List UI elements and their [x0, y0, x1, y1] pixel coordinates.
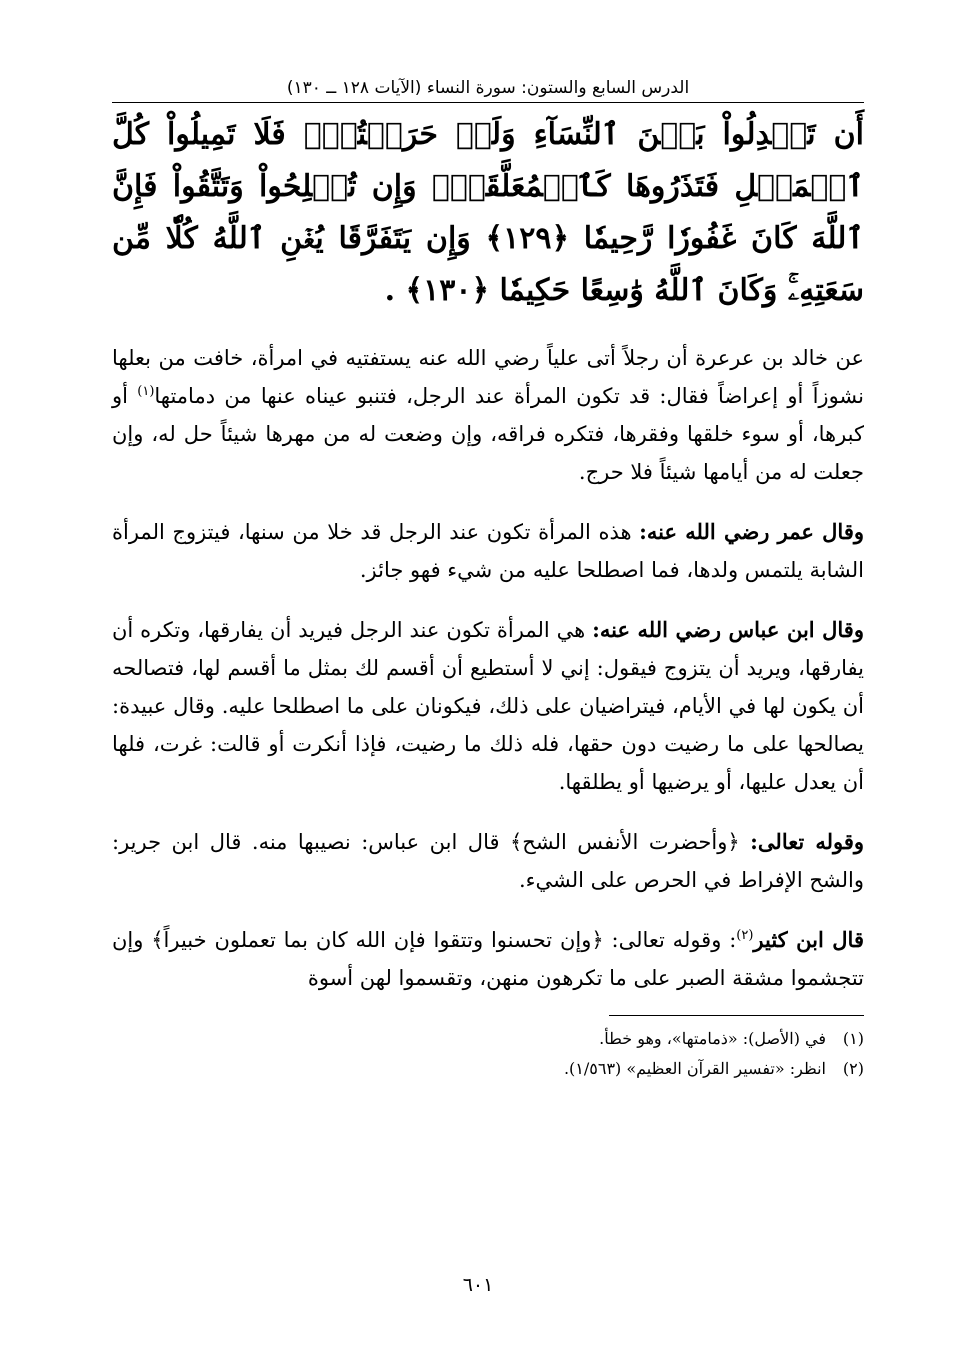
- page-number: ٦٠١: [462, 1274, 494, 1296]
- paragraph-ibn-abbas: [112, 611, 864, 801]
- paragraph-verse-comment: [112, 823, 864, 899]
- paragraph-lead: وقوله تعالى:: [750, 829, 865, 854]
- paragraph-text: هذه المرأة تكون عند الرجل قد خلا من سنها، فيتزوج المرأة الشابة يلتمس ولدها، فما اصطلحا عليه من شيء فهو جائز.: [112, 520, 864, 582]
- footnote-text: في (الأصل): «ذمامتها»، وهو خطأ.: [599, 1029, 826, 1048]
- footnote-marker-1: (١): [137, 384, 155, 399]
- footnote-1: [112, 1024, 864, 1054]
- paragraph-text: هي المرأة تكون عند الرجل فيريد أن يفارقها، وتكره أن يفارقها، ويريد أن يتزوج فيقول: إني لا أستطيع أن أقسم لك بمثل ما أقسم لها، فتصالحه أن يكون لها في الأيام، فيتراضيان على ذلك، فيكونان على ما اصطلحا عليه. وقال عبيدة: يصالحها على ما رضيت دون حقها، فله ذلك ما رضيت، فإذا أنكرت أو قالت: غرت، فلها أن يعدل عليها، أو يرضيها أو يطلقها.: [112, 618, 865, 794]
- footnote-separator: [609, 1015, 864, 1016]
- quran-verse: أَن تَعۡدِلُواْ بَيۡنَ ٱلنِّسَآءِ وَلَوۡ حَرَصۡتُمۡۖ فَلَا تَمِيلُواْ كُلَّ ٱلۡمَيۡلِ فَتَذَرُوهَا كَٱلۡمُعَلَّقَةِۚ وَإِن تُصۡلِحُواْ وَتَتَّقُواْ فَإِنَّ ٱللَّهَ كَانَ غَفُورٗا رَّحِيمٗا ﴿١٢٩﴾ وَإِن يَتَفَرَّقَا يُغۡنِ ٱللَّهُ كُلّٗا مِّن سَعَتِهِۦۚ وَكَانَ ٱللَّهُ وَٰسِعًا حَكِيمٗا ﴿١٣٠﴾ .: [112, 117, 864, 308]
- footnote-2: [112, 1054, 864, 1084]
- paragraph-text: عن خالد بن عرعرة أن رجلاً أتى علياً رضي الله عنه يستفتيه في امرأة، خافت من بعلها نشوزاً أو إعراضاً فقال: قد تكون المرأة عند الرجل، فتنبو عيناه عنها من دمامتها: [112, 346, 864, 408]
- paragraph-text-continued: أو كبرها، أو سوء خلقها وفقرها، فتكره فراقه، وإن وضعت له من مهرها شيئاً حل له، وإن جعلت له من أيامها شيئاً فلا حرج.: [112, 384, 864, 484]
- footnote-number: (٢): [842, 1059, 864, 1078]
- paragraph-lead: وقال عمر رضي الله عنه:: [639, 519, 864, 544]
- footnote-marker-2: (٢): [736, 928, 754, 943]
- footnotes: [112, 1024, 864, 1084]
- paragraph-text: ﴿وأحضرت الأنفس الشح﴾ قال ابن عباس: نصيبها منه. قال ابن جرير: والشح الإفراط في الحرص على الشيء.: [112, 830, 864, 892]
- paragraph-ibn-kathir: [112, 921, 864, 997]
- paragraph-umar: [112, 513, 864, 589]
- paragraph-lead: وقال ابن عباس رضي الله عنه:: [592, 617, 864, 642]
- footnote-number: (١): [842, 1029, 864, 1048]
- paragraph-lead: قال ابن كثير: [753, 927, 864, 952]
- paragraph-text: : وقوله تعالى: ﴿وإن تحسنوا وتتقوا فإن الله كان بما تعملون خبيراً﴾ وإن تتجشموا مشقة الصبر على ما تكرهون منهن، وتقسموا لهن أسوة: [112, 928, 864, 990]
- paragraph-ali: [112, 339, 864, 491]
- page-body: [112, 78, 864, 1084]
- running-header: الدرس السابع والستون: سورة النساء (الآيات ١٢٨ ــ ١٣٠): [112, 78, 864, 103]
- footnote-text: انظر: «تفسير القرآن العظيم» (١/٥٦٣).: [563, 1059, 826, 1078]
